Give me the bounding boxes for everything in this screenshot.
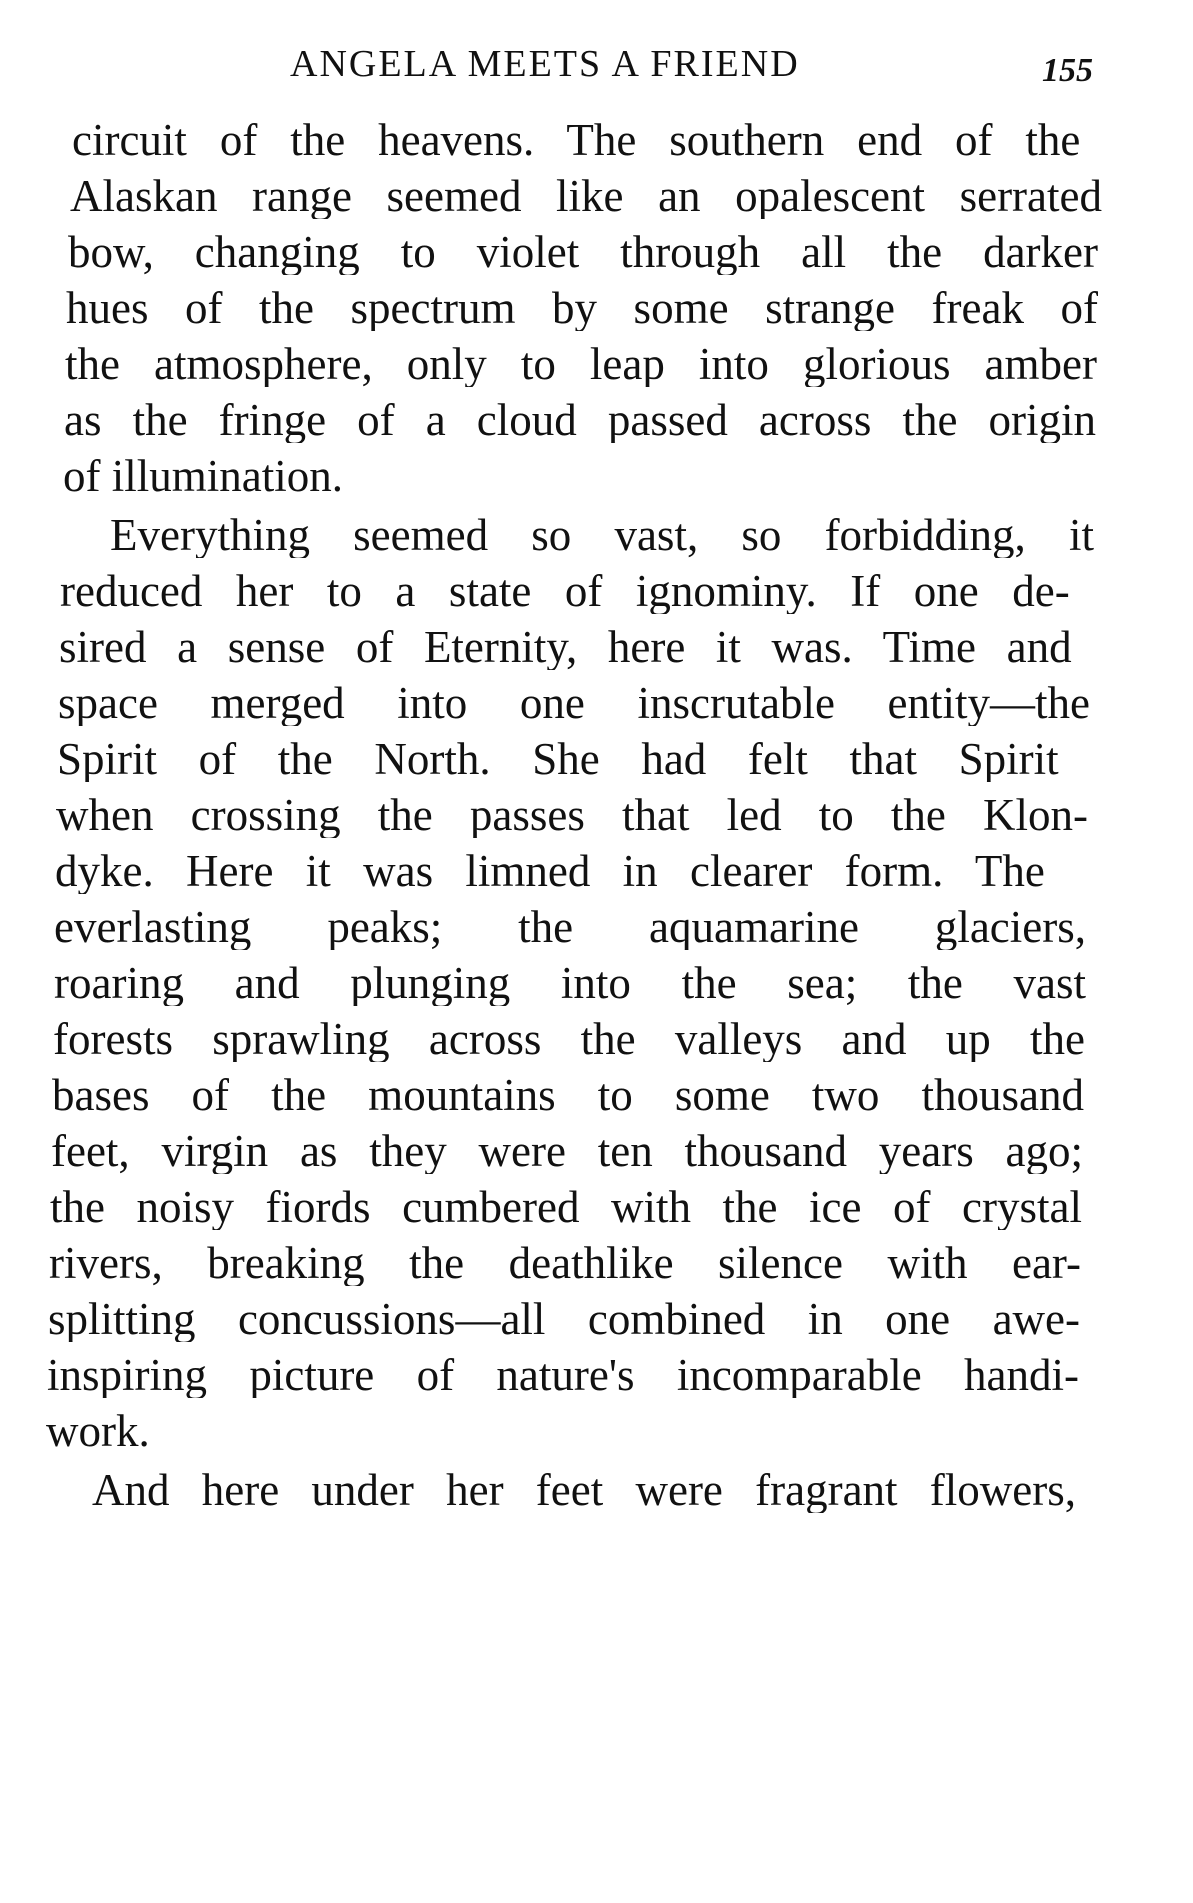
page-number: 155 xyxy=(1042,52,1093,89)
text-line: Alaskan range seemed like an opalescent serrated xyxy=(70,174,1102,219)
text-line: the noisy fiords cumbered with the ice of crystal xyxy=(50,1185,1082,1230)
text-line: of illumination. xyxy=(63,451,343,501)
text-line: inspiring picture of nature's incomparable handi- xyxy=(47,1353,1079,1398)
running-title: ANGELA MEETS A FRIEND xyxy=(290,43,800,85)
text-line: And here under her feet were fragrant flowers, xyxy=(92,1468,1076,1513)
text-line: roaring and plunging into the sea; the vast xyxy=(54,961,1086,1006)
text-line: dyke. Here it was limned in clearer form. The xyxy=(55,849,1045,894)
text-line: everlasting peaks; the aquamarine glaciers, xyxy=(54,905,1086,950)
text-line: rivers, breaking the deathlike silence with ear- xyxy=(49,1241,1081,1286)
text-line: feet, virgin as they were ten thousand years ago; xyxy=(51,1129,1083,1174)
text-line: circuit of the heavens. The southern end of the xyxy=(72,118,1081,163)
text-line: Spirit of the North. She had felt that Spirit xyxy=(57,737,1059,782)
text-line: Everything seemed so vast, so forbidding, it xyxy=(110,513,1094,558)
text-line: the atmosphere, only to leap into glorious amber xyxy=(65,342,1097,387)
text-line: splitting concussions—all combined in one awe- xyxy=(48,1297,1080,1342)
text-line: reduced her to a state of ignominy. If one de- xyxy=(60,569,1070,614)
text-line: forests sprawling across the valleys and up the xyxy=(53,1017,1085,1062)
text-line: when crossing the passes that led to the Klon- xyxy=(56,793,1088,838)
text-line: bow, changing to violet through all the darker xyxy=(68,230,1098,275)
text-line: as the fringe of a cloud passed across the origin xyxy=(64,398,1096,443)
text-line: hues of the spectrum by some strange freak of xyxy=(66,286,1098,331)
text-line: work. xyxy=(46,1406,150,1456)
text-line: space merged into one inscrutable entity—the xyxy=(58,681,1090,726)
text-line: sired a sense of Eternity, here it was. Time and xyxy=(59,625,1072,670)
text-line: bases of the mountains to some two thousand xyxy=(52,1073,1084,1118)
